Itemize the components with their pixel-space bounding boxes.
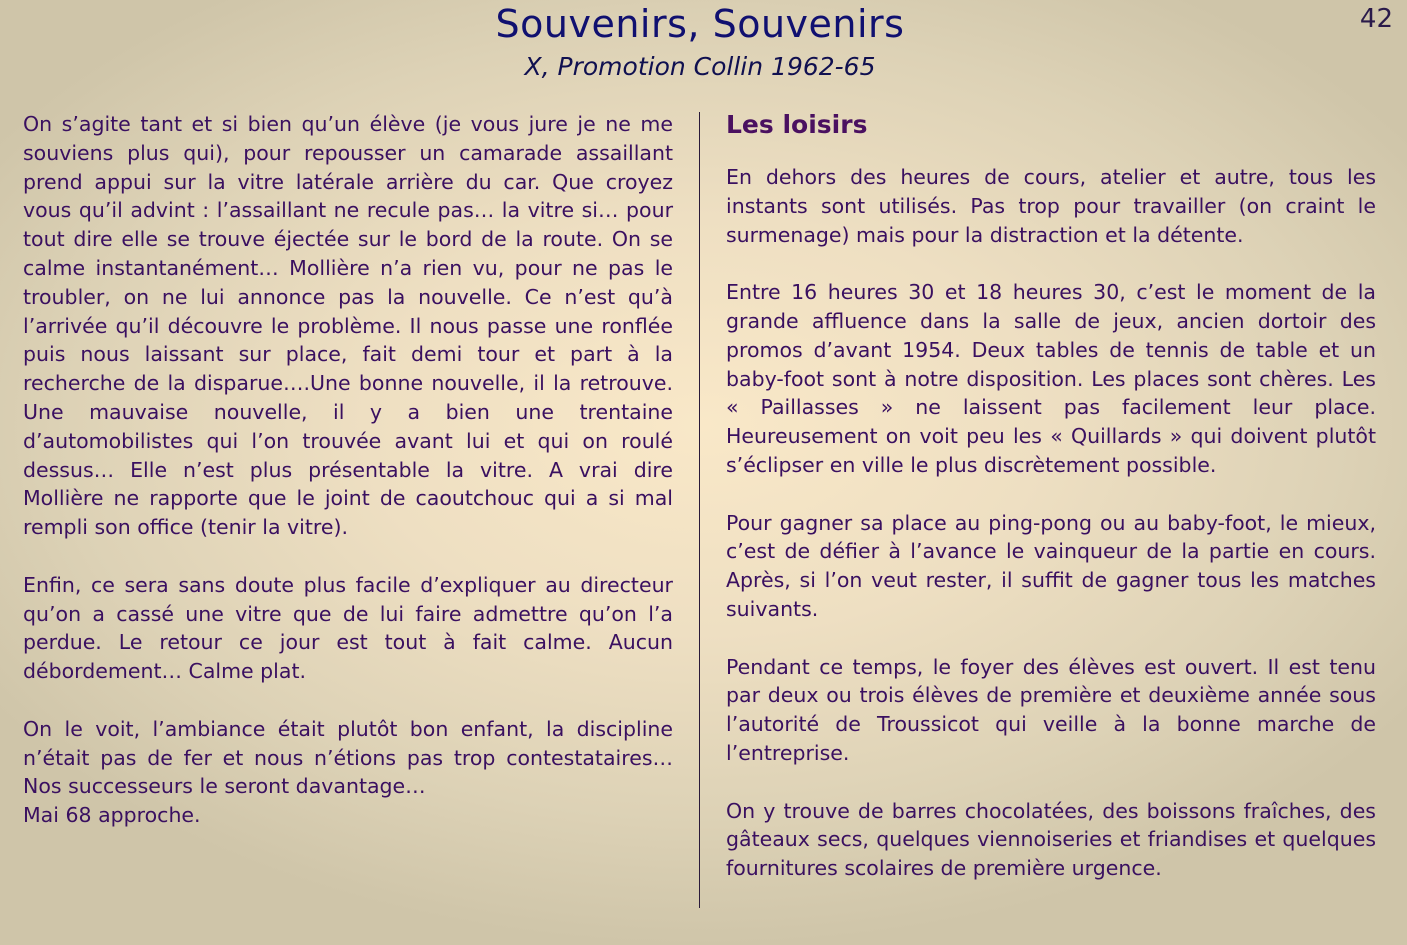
left-paragraph: On le voit, l’ambiance était plutôt bon enfant, la discipline n’était pas de fer et nous n’étions pas trop contestataires… Nos successeurs le seront davantage… — [23, 716, 673, 799]
right-column — [726, 163, 1376, 912]
right-paragraph: Pendant ce temps, le foyer des élèves est ouvert. Il est tenu par deux ou trois élèves de première et deuxième année sous l’autorité de Troussicot qui veille à la bonne marche de l’entreprise. — [726, 654, 1376, 765]
left-paragraph: Mai 68 approche. — [23, 803, 201, 828]
page-title: Souvenirs, Souvenirs — [495, 2, 905, 46]
right-paragraph: Pour gagner sa place au ping-pong ou au baby-foot, le mieux, c’est de défier à l’avance le vainqueur de la partie en cours. Après, si l’on veut rester, il suffit de gagner tous les matches suivants. — [726, 510, 1376, 621]
left-paragraph: Enfin, ce sera sans doute plus facile d’expliquer au directeur qu’on a cassé une vitre que de lui faire admettre qu’on l’a perdue. Le retour ce jour est tout à fait calme. Aucun débordement… Calme plat. — [23, 572, 673, 684]
page-subtitle: X, Promotion Collin 1962-65 — [524, 52, 876, 81]
page-number: 42 — [1359, 4, 1393, 34]
right-paragraph: Entre 16 heures 30 et 18 heures 30, c’est le moment de la grande affluence dans la salle de jeux, ancien dortoir des promos d’avant 1954. Deux tables de tennis de table et un baby-foot sont à notre disposition. Les places sont chères. Les « Paillasses » ne laissent pas facilement leur place. Heureusement on voit peu les « Quillards » qui doivent plutôt s’éclipser en ville le plus discrètement possible. — [726, 280, 1376, 477]
left-column — [23, 110, 673, 859]
right-paragraph: En dehors des heures de cours, atelier et autre, tous les instants sont utilisés. Pas trop pour travailler (on craint le surmenage) mais pour la distraction et la détente. — [726, 165, 1376, 247]
right-paragraph: On y trouve de barres chocolatées, des boissons fraîches, des gâteaux secs, quelques viennoiseries et friandises et quelques fournitures scolaires de première urgence. — [726, 798, 1376, 881]
left-paragraph: On s’agite tant et si bien qu’un élève (je vous jure je ne me souviens plus qui), pour repousser un camarade assaillant prend appui sur la vitre latérale arrière du car. Que croyez vous qu’il advint : l’assaillant ne recule pas… la vitre si… pour tout dire elle se trouve éjectée sur le bord de la route. On se calme instantanément… Mollière n’a rien vu, pour ne pas le troubler, on ne lui annonce pas la nouvelle. Ce n’est qu’à l’arrivée qu’il découvre le problème. Il nous passe une ronflée puis nous laissant sur place, fait demi tour et part à la recherche de la disparue….Une bonne nouvelle, il la retrouve. Une mauvaise nouvelle, il y a bien une trentaine d’automobilistes qui l’on trouvée avant lui et qui on roulé dessus… Elle n’est plus présentable la vitre. A vrai dire Mollière ne rapporte que le joint de caoutchouc qui a si mal rempli son office (tenir la vitre). — [23, 112, 673, 540]
section-heading: Les loisirs — [726, 110, 868, 139]
column-divider — [699, 112, 700, 908]
